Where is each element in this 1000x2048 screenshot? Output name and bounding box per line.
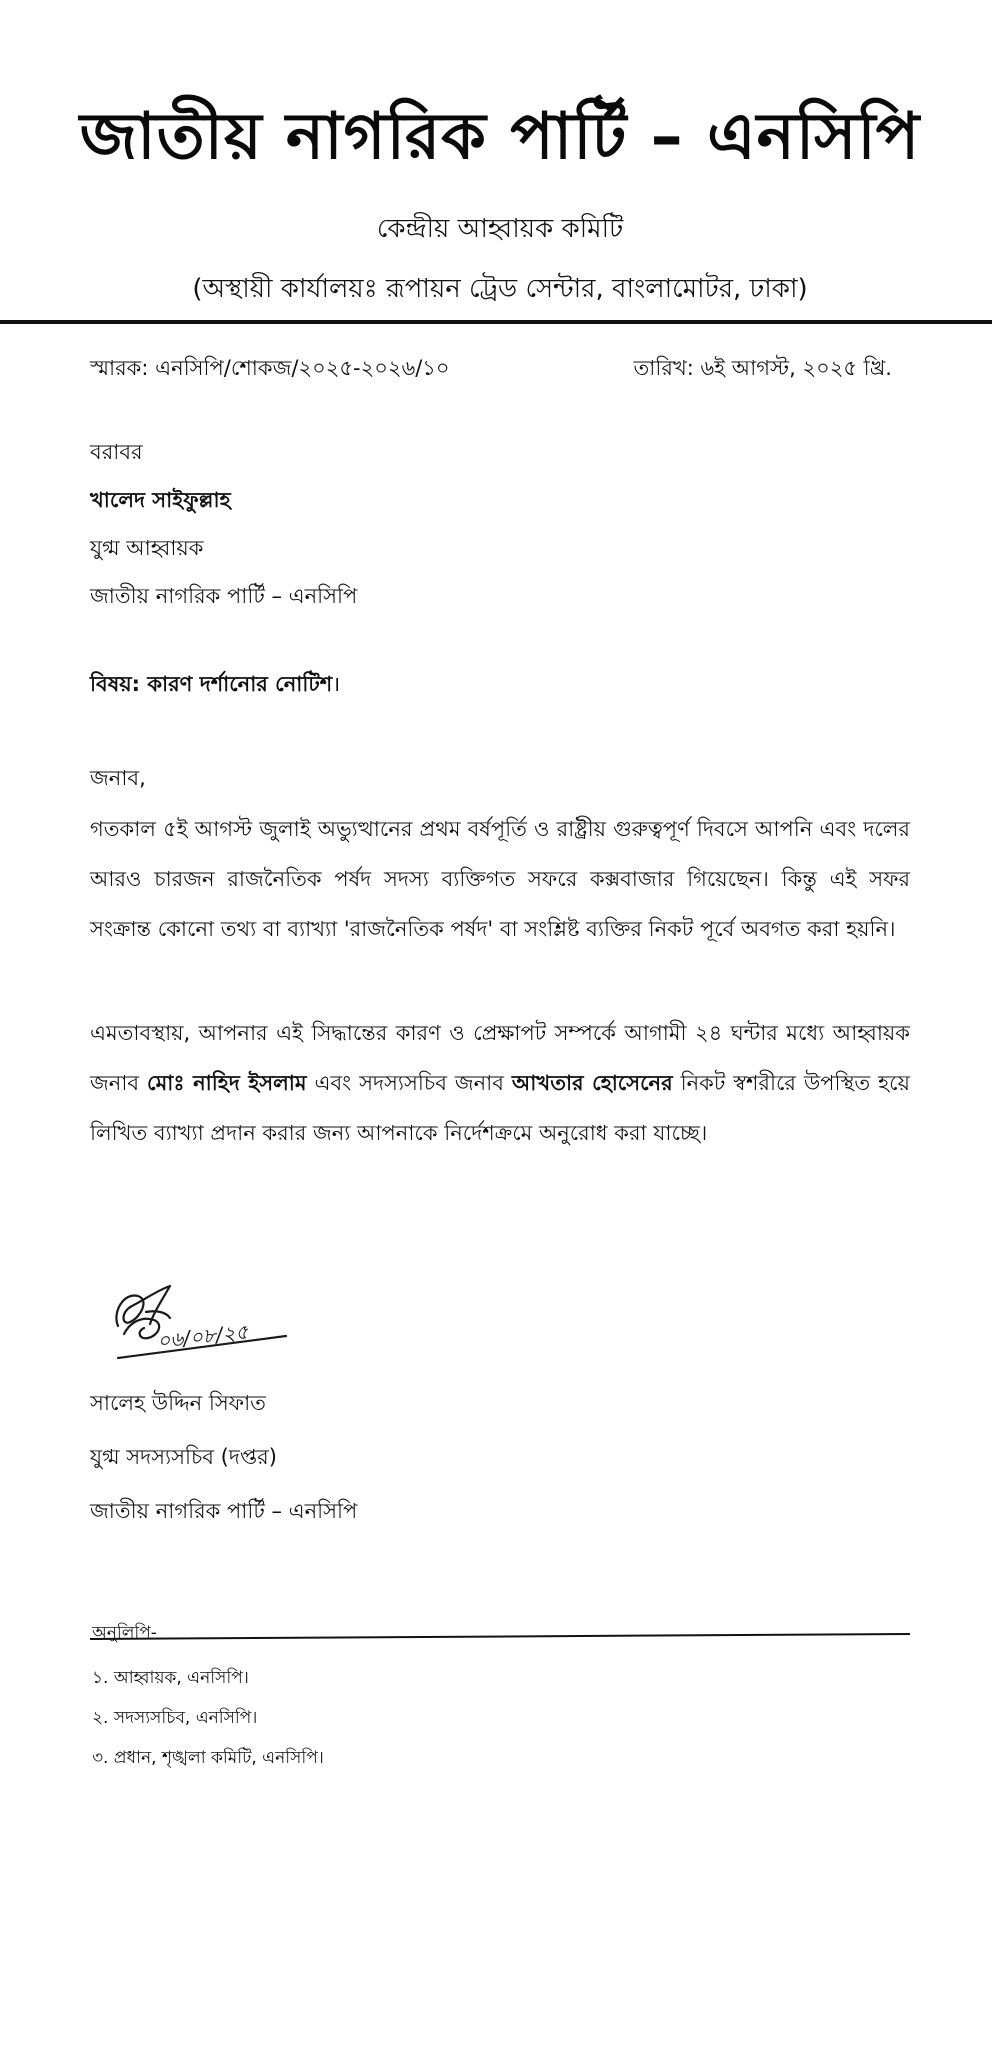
convener-name: মোঃ নাহিদ ইসলাম xyxy=(147,1071,307,1095)
party-name-heading: জাতীয় নাগরিক পার্টি – এনসিপি xyxy=(79,100,921,174)
copy-recipient: ২. সদস্যসচিব, এনসিপি। xyxy=(92,1708,258,1728)
para2-text-a: এমতাবস্থায়, আপনার এই সিদ্ধান্তের কারণ ও প্রেক্ষাপট সম্পর্কে আগামী ২৪ ঘন্টার মধ্যে আহ্বায়ক জনাব xyxy=(90,1021,910,1095)
recipient-to-label: বরাবর xyxy=(90,440,143,464)
committee-name: কেন্দ্রীয় আহ্বায়ক কমিটি xyxy=(376,214,624,244)
handwritten-signature xyxy=(110,1282,290,1362)
copies-list xyxy=(92,1658,324,1778)
subject-end-mark: । xyxy=(332,672,341,696)
copies-divider xyxy=(90,1633,910,1640)
member-secretary-name: আখতার হোসেনের xyxy=(511,1071,673,1095)
copies-label: অনুলিপি- xyxy=(92,1623,157,1643)
body-paragraph-1: গতকাল ৫ই আগস্ট জুলাই অভ্যুত্থানের প্রথম বর্ষপূর্তি ও রাষ্ট্রীয় গুরুত্বপূর্ণ দিবসে আপনি এবং দলের আরও চারজন রাজনৈতিক পর্ষদ সদস্য ব্যক্তিগত সফরে কক্সবাজার গিয়েছেন। কিন্তু এই সফর সংক্রান্ত কোনো তথ্য বা ব্যাখ্যা 'রাজনৈতিক পর্ষদ' বা সংশ্লিষ্ট ব্যক্তির নিকট পূর্বে অবগত করা হয়নি। xyxy=(90,817,910,941)
recipient-title: যুগ্ম আহ্বায়ক xyxy=(90,536,204,560)
salutation: জনাব, xyxy=(90,766,146,790)
memo-number: স্মারক: এনসিপি/শোকজ/২০২৫-২০২৬/১০ xyxy=(90,356,450,380)
signature-date: ০৬/০৮/২৫ xyxy=(156,1319,250,1353)
subject-text: বিষয়: কারণ দর্শানোর নোটিশ xyxy=(90,672,333,696)
recipient-name: খালেদ সাইফুল্লাহ xyxy=(90,488,231,512)
signer-name: সালেহ উদ্দিন সিফাত xyxy=(90,1391,266,1415)
copy-recipient: ১. আহ্বায়ক, এনসিপি। xyxy=(92,1668,249,1688)
body-paragraph-2 xyxy=(90,1008,910,1158)
office-address: (অস্থায়ী কার্যালয়ঃ রূপায়ন ট্রেড সেন্টার, বাংলামোটর, ঢাকা) xyxy=(192,274,808,304)
copy-recipient: ৩. প্রধান, শৃঙ্খলা কমিটি, এনসিপি। xyxy=(92,1748,324,1768)
recipient-organization: জাতীয় নাগরিক পার্টি – এনসিপি xyxy=(90,584,358,608)
recipient-block xyxy=(90,428,357,620)
header-divider xyxy=(0,320,992,324)
signer-designation: যুগ্ম সদস্যসচিব (দপ্তর) xyxy=(90,1445,277,1469)
subject-line xyxy=(90,668,340,703)
signer-organization: জাতীয় নাগরিক পার্টি – এনসিপি xyxy=(90,1499,358,1523)
signer-block xyxy=(90,1376,357,1538)
letter-date: তারিখ: ৬ই আগস্ট, ২০২৫ খ্রি. xyxy=(633,356,892,380)
para2-text-b: এবং সদস্যসচিব জনাব xyxy=(306,1071,512,1095)
para2-text-c: নিকট স্বশরীরে উপস্থিত হয়ে লিখিত ব্যাখ্যা প্রদান করার জন্য আপনাকে নির্দেশক্রমে অনুরোধ করা যাচ্ছে। xyxy=(90,1071,910,1145)
